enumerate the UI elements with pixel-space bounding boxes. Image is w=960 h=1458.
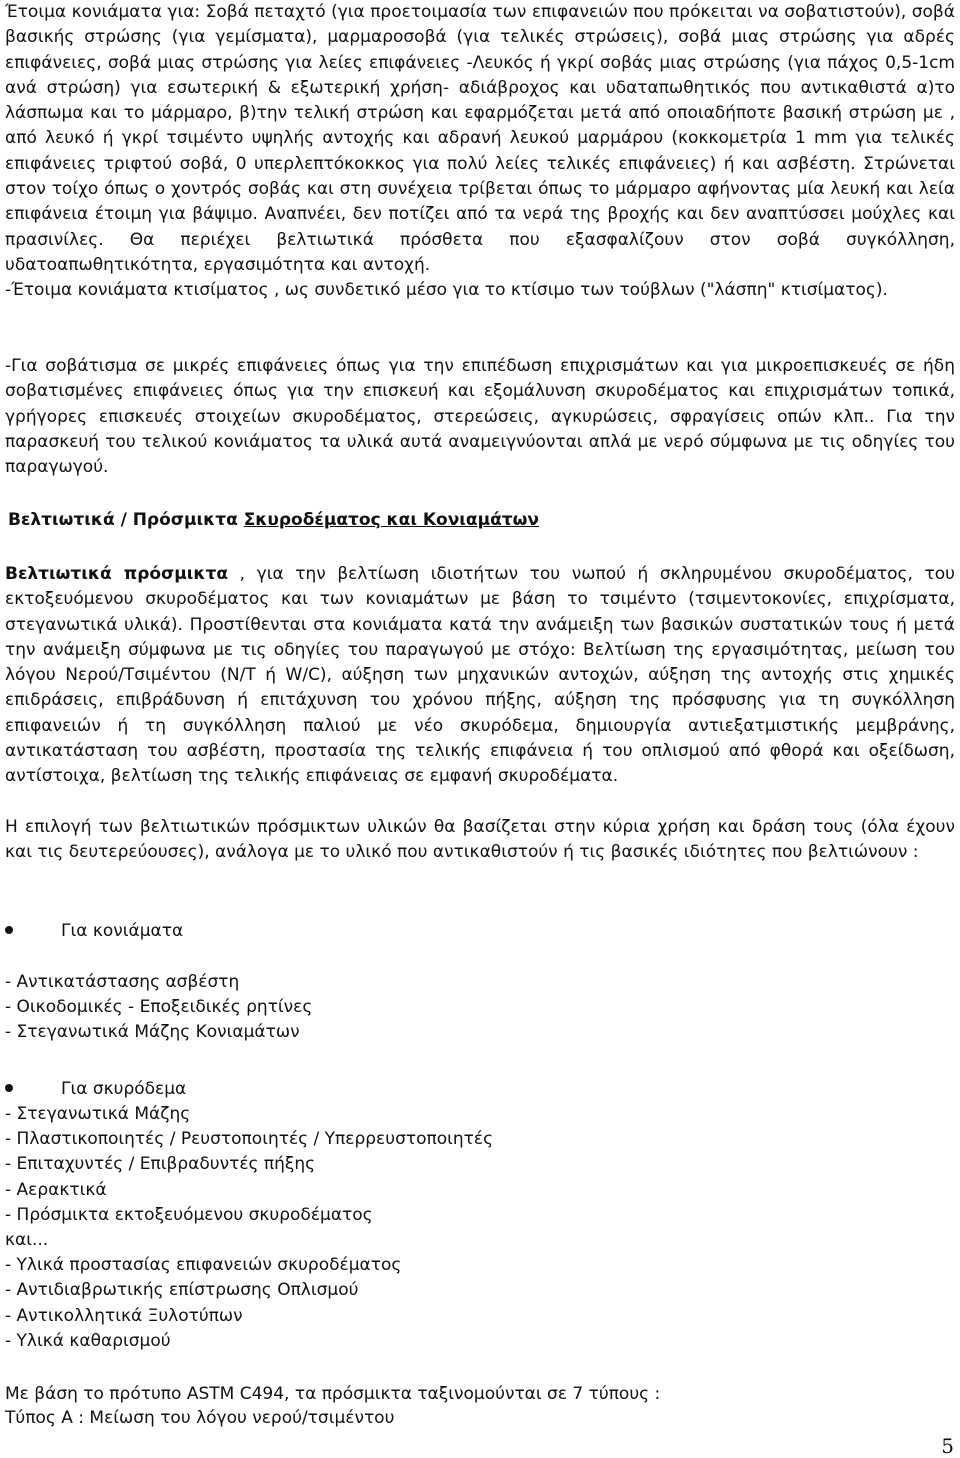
paragraph-admixtures <box>5 562 955 790</box>
list-item: - Αντικατάστασης ασβέστη <box>5 972 240 992</box>
paragraph-admixtures-text: , για την βελτίωση ιδιοτήτων του νωπού ή σκληρυμένου σκυροδέματος, του εκτοξευόμενου σκυροδέματος και των κονιαμάτων με βάση το τσιμέντο (τσιμεντοκονίες, επιχρίσματα, στεγανωτικά υλικά). Προστίθενται στα κονιάματα κατά την ανάμειξη των βασικών συστατικών τους ή μετά την ανάμειξη σύμφωνα με τις οδηγίες του παραγωγού με στόχο: Βελτίωση της εργασιμότητας, μείωση του λόγου Νερού/Τσιμέντου (Ν/Τ ή W/C), αύξηση των μηχανικών αντοχών, αύξηση της αντοχής στις χημικές επιδράσεις, επιβράδυνση ή επιτάχυνση του χρόνου πήξης, αύξηση της πρόσφυσης για τη συγκόλληση επιφανειών ή τη συγκόλληση παλιού με νέο σκυρόδεμα, δημιουργία αντιεξατμιστικής μεμβράνης, αντικατάσταση του ασβέστη, προστασία της τελικής επιφάνεια ή του οπλισμού από φθορά και οξείδωση, αντίστοιχα, βελτίωση της τελικής επιφάνειας σε εμφανή σκυροδέματα. <box>5 564 955 787</box>
list-concrete <box>5 1102 493 1354</box>
page-number: 5 <box>941 1434 954 1458</box>
paragraph-selection-text: Η επιλογή των βελτιωτικών πρόσμικτων υλικών θα βασίζεται στην κύρια χρήση και δράση τους (όλα έχουν και τις δευτερεύουσες), ανάλογα με το υλικό που αντικαθιστούν ή τις βασικές ιδιότητες που βελτιώνουν : <box>5 817 955 863</box>
list-mortars <box>5 970 312 1046</box>
list-item: - Αντιδιαβρωτικής επίστρωσης Οπλισμού <box>5 1280 359 1301</box>
section-heading-part2: Σκυροδέματος και Κονιαμάτων <box>243 510 539 530</box>
list-item: - Οικοδομικές - Εποξειδικές ρητίνες <box>5 997 313 1018</box>
bullet-concrete-label: Για σκυρόδεμα <box>61 1079 187 1099</box>
paragraph-masonry-mortars <box>5 278 955 303</box>
bullet-dot-icon <box>5 926 13 934</box>
bullet-concrete <box>5 1077 186 1102</box>
list-item: - Πρόσμικτα εκτοξευόμενου σκυροδέματος <box>5 1204 373 1225</box>
paragraph-type-a <box>5 1406 394 1431</box>
admixtures-bold-term: Βελτιωτικά πρόσμικτα <box>5 564 229 584</box>
list-item: - Αντικολλητικά Ξυλοτύπων <box>5 1305 243 1326</box>
paragraph-ready-mortars-text: Έτοιμα κονιάματα για: Σοβά πεταχτό (για προετοιμασία των επιφανειών που πρόκειται να σοβατιστούν), σοβά βασικής στρώσης (για γεμίσματα), μαρμαροσοβά (για τελικές στρώσεις), σοβά μιας στρώσης για αδρές επιφάνειες, σοβά μιας στρώσης για λείες επιφάνειες -Λευκός ή γκρί σοβάς μιας στρώσης (για πάχος 0,5-1cm ανά στρώση) για εσωτερική & εξωτερική χρήση- αδιάβροχος και υδαταπωθητικός που αντικαθιστά α)το λάσπωμα και το μάρμαρο, β)την τελική στρώση και εφαρμόζεται μετά από οποιαδήποτε βασική στρώση με , από λευκό ή γκρί τσιμέντο υψηλής αντοχής και αδρανή λευκού μαρμάρου (κοκκομετρία 1 mm για τελικές επιφάνειες τριφτού σοβά, 0 υπερλεπτόκοκκος για πολύ λείες τελικές επιφάνειες) ή και ασβέστη. Στρώνεται στον τοίχο όπως ο χοντρός σοβάς και στη συνέχεια τρίβεται όπως το μάρμαρο αφήνοντας μία λευκή και λεία επιφάνεια έτοιμη για βάψιμο. Αναπνέει, δεν ποτίζει από τα νερά της βροχής και δεν αναπτύσσει μούχλες και πρασινίλες. Θα περιέχει βελτιωτικά πρόσθετα που εξασφαλίζουν στον σοβά συγκόλληση, υδατοαπωθητικότητα, εργασιμότητα και αντοχή. <box>5 2 955 275</box>
bullet-dot-icon <box>5 1084 13 1092</box>
list-item: - Υλικά προστασίας επιφανειών σκυροδέματος <box>5 1255 402 1276</box>
section-heading-part1: Βελτιωτικά / Πρόσμικτα <box>8 510 244 530</box>
list-item: και... <box>5 1230 49 1251</box>
list-item: - Πλαστικοποιητές / Ρευστοποιητές / Υπερρευστοποιητές <box>5 1129 494 1150</box>
paragraph-small-repairs <box>5 354 955 480</box>
list-item: - Επιταχυντές / Επιβραδυντές πήξης <box>5 1154 316 1175</box>
section-heading <box>8 508 539 533</box>
list-item: - Αερακτικά <box>5 1179 107 1200</box>
paragraph-ready-mortars <box>5 0 955 278</box>
paragraph-selection <box>5 815 955 866</box>
bullet-mortars-label: Για κονιάματα <box>61 921 184 941</box>
list-item: - Στεγανωτικά Μάζης <box>5 1104 191 1124</box>
paragraph-type-a-text: Τύπος Α : Μείωση του λόγου νερού/τσιμέντου <box>5 1408 395 1428</box>
paragraph-masonry-mortars-text: -Έτοιμα κονιάματα κτισίματος , ως συνδετικό μέσο για το κτίσιμο των τούβλων ("λάσπη" κτισίματος). <box>5 280 888 300</box>
list-item: - Υλικά καθαρισμού <box>5 1330 171 1351</box>
bullet-mortars <box>5 919 183 944</box>
paragraph-small-repairs-text: -Για σοβάτισμα σε μικρές επιφάνειες όπως για την επιπέδωση επιχρισμάτων και για μικροεπισκευές σε ήδη σοβατισμένες επιφάνειες όπως για την επισκευή και εξομάλυνση σκυροδέματος και επιχρισμάτων τοπικά, γρήγορες επισκευές στοιχείων σκυροδέματος, στερεώσεις, αγκυρώσεις, σφραγίσεις οπών κλπ.. Για την παρασκευή του τελικού κονιάματος τα υλικά αυτά αναμειγνύονται απλά με νερό σύμφωνα με τις οδηγίες του παραγωγού. <box>5 356 955 478</box>
paragraph-astm <box>5 1382 660 1407</box>
paragraph-astm-text: Με βάση το πρότυπο ASTM C494, τα πρόσμικτα ταξινομούνται σε 7 τύπους : <box>5 1384 661 1404</box>
list-item: - Στεγανωτικά Μάζης Κονιαμάτων <box>5 1022 300 1043</box>
